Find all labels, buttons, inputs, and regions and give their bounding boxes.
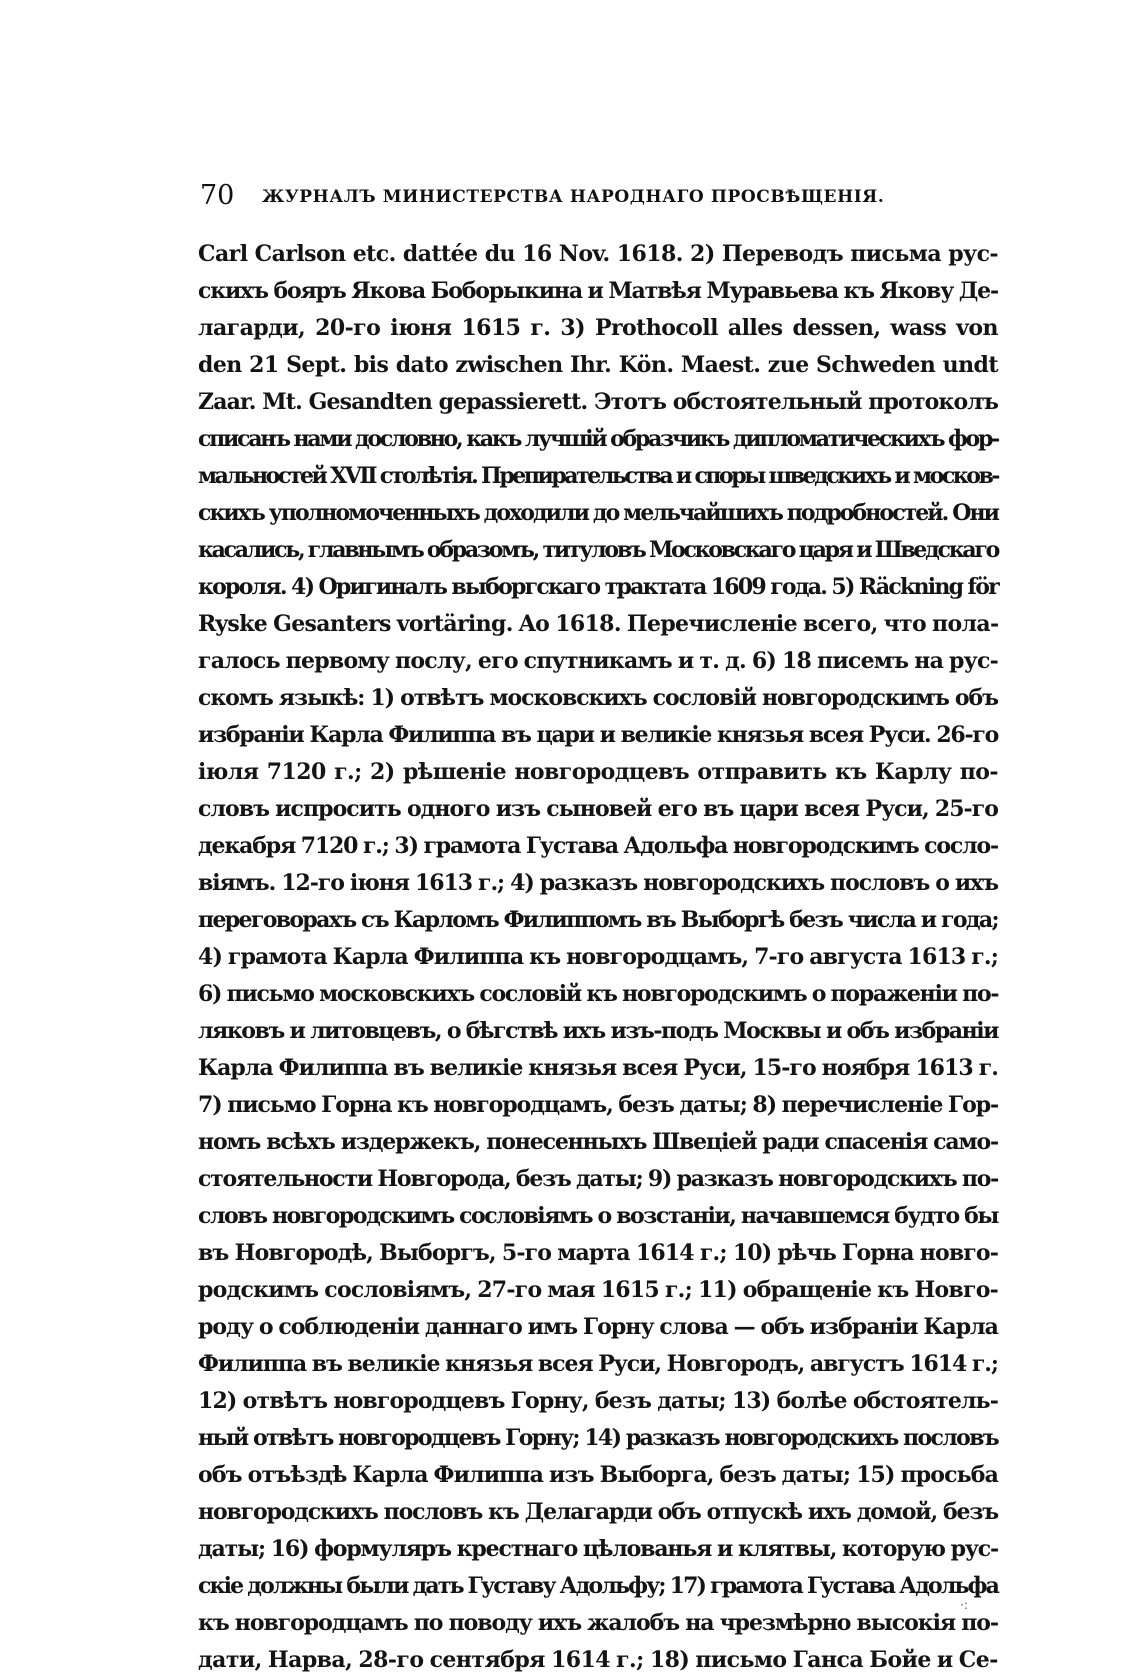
text-line: касались, главнымъ образомъ, титуловъ Московскаго царя и Шведскаго (198, 537, 998, 563)
text-line: избраніи Карла Филиппа въ цари и великіе князья всея Руси. 26-го (198, 722, 998, 748)
text-line: родскимъ сословіямъ, 27-го мая 1615 г.; 11) обращеніе къ Новго- (198, 1277, 998, 1303)
text-line: списанъ нами дословно, какъ лучшій образчикъ дипломатическихъ фор- (198, 426, 998, 452)
text-line: 12) отвѣтъ новгородцевъ Горну, безъ даты; 13) болѣе обстоятель- (198, 1388, 998, 1414)
text-line: номъ всѣхъ издержекъ, понесенныхъ Швеціей ради спасенія само- (198, 1129, 998, 1155)
text-line: Филиппа въ великіе князья всея Руси, Новгородъ, августъ 1614 г.; (198, 1351, 998, 1377)
text-line: 4) грамота Карла Филиппа къ новгородцамъ, 7-го августа 1613 г.; (198, 944, 998, 970)
text-line: въ Новгородѣ, Выборгъ, 5-го марта 1614 г.; 10) рѣчь Горна новго- (198, 1240, 998, 1266)
text-line: скихъ бояръ Якова Боборыкина и Матвѣя Муравьева къ Якову Де- (198, 278, 998, 304)
text-line: даты; 16) формуляръ крестнаго цѣлованья и клятвы, которую рус- (198, 1536, 998, 1562)
text-line: галось первому послу, его спутникамъ и т. д. 6) 18 писемъ на рус- (198, 648, 998, 674)
text-line: новгородскихъ пословъ къ Делагарди объ отпускѣ ихъ домой, безъ (198, 1499, 998, 1525)
text-line: ный отвѣтъ новгородцевъ Горну; 14) разказъ новгородскихъ пословъ (198, 1425, 998, 1451)
text-line: скіе должны были дать Густаву Адольфу; 17) грамота Густава Адольфа (198, 1573, 998, 1599)
text-line: Ryske Gesanters vortäring. Ao 1618. Перечисленіе всего, что пола- (198, 611, 999, 637)
text-line: переговорахъ съ Карломъ Филиппомъ въ Выборгѣ безъ числа и года; (198, 907, 998, 933)
page-number: 70 (200, 180, 235, 211)
text-line: къ новгородцамъ по поводу ихъ жалобъ на чрезмѣрно высокія по- (198, 1610, 998, 1636)
scan-speck: ·: (960, 1598, 968, 1612)
page-header (200, 180, 1000, 220)
text-line: декабря 7120 г.; 3) грамота Густава Адольфа новгородскимъ сосло- (198, 833, 998, 859)
text-line: мальностей XVII столѣтія. Препирательства и споры шведскихъ и москов- (198, 463, 998, 489)
text-line: короля. 4) Оригиналъ выборгскаго трактата 1609 года. 5) Räckning för (198, 574, 998, 600)
text-line: Карла Филиппа въ великіе князья всея Руси, 15-го ноября 1613 г. (198, 1055, 998, 1081)
running-title: ЖУРНАЛЪ МИНИСТЕРСТВА НАРОДНАГО ПРОСВѢЩЕНІЯ. (262, 187, 885, 207)
text-line: іюля 7120 г.; 2) рѣшеніе новгородцевъ отправить къ Карлу по- (198, 759, 998, 785)
text-line: ляковъ и литовцевъ, о бѣгствѣ ихъ изъ-подъ Москвы и объ избраніи (198, 1018, 998, 1044)
text-line: объ отъѣздѣ Карла Филиппа изъ Выборга, безъ даты; 15) просьба (198, 1462, 998, 1488)
text-line: Zaar. Mt. Gesandten gepassierett. Этотъ обстоятельный протоколъ (198, 389, 998, 415)
text-line: словъ испросить одного изъ сыновей его въ цари всея Руси, 25-го (198, 796, 998, 822)
text-line: роду о соблюденіи даннаго имъ Горну слова — объ избраніи Карла (198, 1314, 998, 1340)
text-line: скихъ уполномоченныхъ доходили до мельчайшихъ подробностей. Они (198, 500, 998, 526)
body-text (198, 236, 998, 1679)
text-line: дати, Нарва, 28-го сентября 1614 г.; 18) письмо Ганса Бойе и Се- (198, 1647, 998, 1673)
text-line: словъ новгородскимъ сословіямъ о возстаніи, начавшемся будто бы (198, 1203, 998, 1229)
text-line: 6) письмо московскихъ сословій къ новгородскимъ о пораженіи по- (198, 981, 999, 1007)
text-line: віямъ. 12-го іюня 1613 г.; 4) разказъ новгородскихъ пословъ о ихъ (198, 870, 998, 896)
text-line: Carl Carlson etc. dattée du 16 Nov. 1618. 2) Переводъ письма рус- (198, 241, 998, 267)
text-line: стоятельности Новгорода, безъ даты; 9) разказъ новгородскихъ по- (198, 1166, 998, 1192)
text-line: 7) письмо Горна къ новгородцамъ, безъ даты; 8) перечисленіе Гор- (198, 1092, 999, 1118)
text-line: скомъ языкѣ: 1) отвѣтъ московскихъ сословій новгородскимъ объ (198, 685, 998, 711)
text-line: лагарди, 20-го іюня 1615 г. 3) Prothocoll alles dessen, wass von (198, 315, 998, 341)
text-line: den 21 Sept. bis dato zwischen Ihr. Kön. Maest. zue Schweden undt (198, 352, 998, 378)
